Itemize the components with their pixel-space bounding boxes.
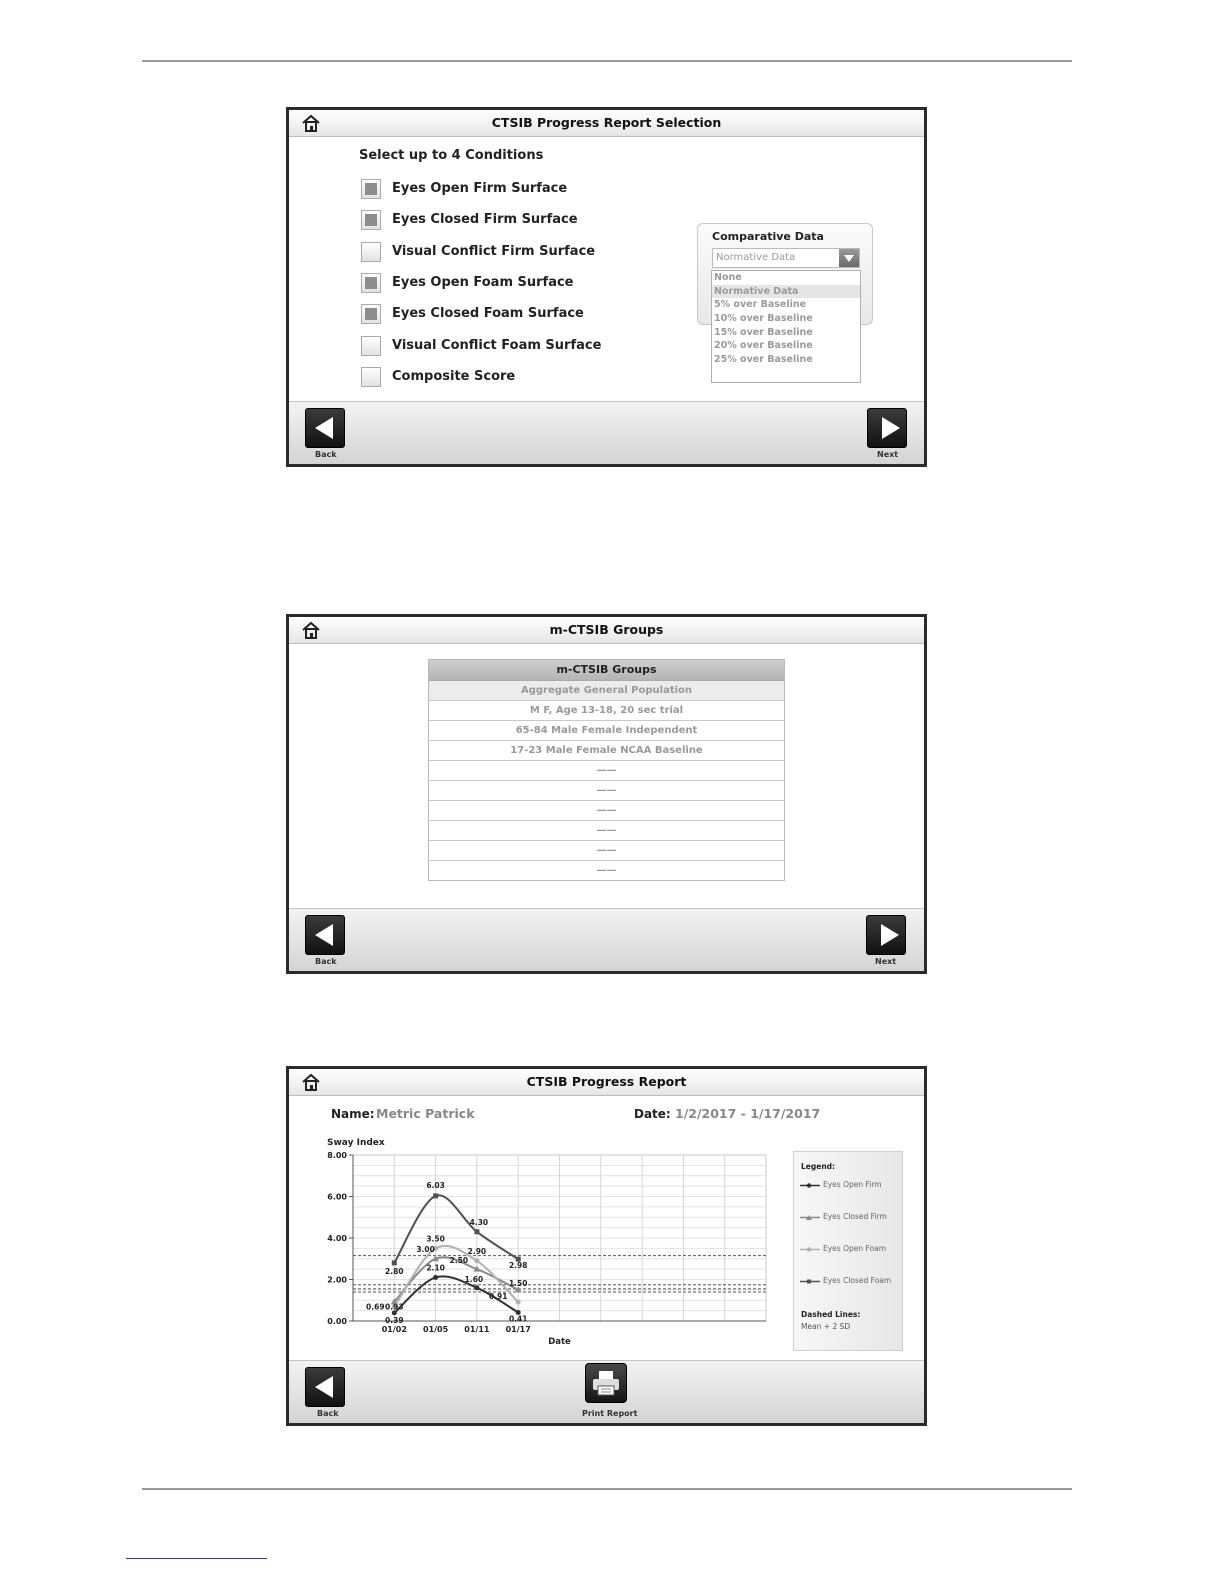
bottom-nav-bar [289,908,924,971]
x-tick-label: 01/05 [423,1325,449,1334]
dropdown-arrow-icon[interactable] [839,249,859,267]
home-icon[interactable] [301,1073,321,1091]
data-point [474,1285,479,1290]
legend-item [800,1276,891,1285]
dropdown-option[interactable]: Normative Data [712,285,860,299]
legend-item [800,1180,882,1189]
dropdown-option[interactable]: 15% over Baseline [714,326,813,338]
name-label: Name: [331,1107,375,1121]
footer-link-underline [126,1558,267,1559]
dropdown-option[interactable]: None [714,272,742,283]
data-label: 2.98 [508,1261,528,1271]
data-label: 2.90 [467,1246,487,1256]
group-row[interactable]: —— [429,841,784,861]
data-label: 3.00 [416,1244,435,1254]
y-tick-label: 8.00 [327,1151,347,1160]
condition-label: Composite Score [392,368,516,384]
screen-title-text: m-CTSIB Groups [549,622,664,637]
next-label: Next [875,957,897,966]
back-button[interactable] [305,1367,345,1407]
y-tick-label: 2.00 [327,1275,347,1285]
sway-index-chart [289,1129,789,1349]
y-tick-label: 6.00 [327,1192,347,1202]
legend-item [800,1212,887,1221]
legend-marker-icon [800,1278,820,1285]
back-label: Back [315,957,337,966]
dropdown-option[interactable]: 25% over Baseline [714,354,813,366]
legend-label: Eyes Open Firm [823,1180,882,1189]
dropdown-option[interactable]: 5% over Baseline [714,299,807,311]
back-button[interactable] [305,915,345,955]
back-label: Back [315,450,337,459]
condition-checkbox[interactable] [361,179,381,199]
data-point [516,1300,521,1305]
data-label: 0.41 [508,1314,528,1324]
condition-label: Visual Conflict Firm Surface [392,243,596,259]
date-value: 1/2/2017 - 1/17/2017 [675,1106,821,1121]
progress-report-screen [286,1066,927,1426]
groups-screen [286,614,927,974]
data-label: 3.50 [426,1234,445,1244]
data-label: 0.39 [385,1315,404,1325]
printer-icon [592,1370,620,1396]
x-tick-label: 01/11 [464,1325,490,1334]
back-label: Back [317,1409,339,1418]
group-row[interactable]: M F, Age 13-18, 20 sec trial [429,701,784,721]
group-row[interactable]: 17-23 Male Female NCAA Baseline [429,741,784,761]
header-rule [142,60,1072,62]
chart-legend [793,1151,903,1351]
data-label: 1.50 [508,1278,528,1288]
legend-label: Eyes Closed Firm [823,1212,887,1221]
screen-title [289,1069,924,1096]
x-tick-label: 01/17 [505,1325,531,1334]
data-point [433,1193,438,1198]
group-row[interactable]: Aggregate General Population [429,681,784,701]
back-button[interactable] [305,408,345,448]
data-label: 4.30 [469,1217,489,1227]
data-label: 1.60 [464,1274,484,1284]
group-row[interactable]: 65-84 Male Female Independent [429,721,784,741]
next-label: Next [877,450,899,459]
condition-label: Eyes Open Firm Surface [392,181,568,196]
screen-title [289,617,924,644]
screen-title-text: CTSIB Progress Report [526,1074,687,1089]
comparative-data-value: Normative Data [716,252,796,263]
print-report-button[interactable] [585,1363,627,1403]
home-icon[interactable] [301,114,321,132]
condition-label: Eyes Closed Firm Surface [392,212,578,228]
legend-marker-icon [800,1246,820,1253]
group-row[interactable]: —— [429,801,784,821]
data-point [474,1229,479,1234]
group-row[interactable]: —— [429,761,784,781]
footer-rule [142,1488,1072,1490]
condition-checkbox[interactable] [361,336,381,356]
print-report-label: Print Report [582,1409,638,1418]
conditions-heading: Select up to 4 Conditions [359,148,544,163]
bottom-nav-bar [289,1360,924,1423]
data-label: 2.50 [449,1256,469,1266]
legend-title: Legend: [801,1162,836,1171]
data-label: 0.93 [385,1302,404,1312]
progress-report-selection-screen [286,107,927,467]
data-label: 0.69 [366,1302,385,1312]
comparative-data-options [711,270,861,383]
condition-checkbox[interactable] [361,210,381,230]
data-point [433,1275,438,1280]
condition-checkbox[interactable] [361,242,381,262]
x-tick-label: 01/02 [381,1325,407,1334]
groups-table-header: m-CTSIB Groups [429,660,784,681]
screen-title-text: CTSIB Progress Report Selection [491,115,722,130]
legend-dashed-title: Dashed Lines: [801,1310,861,1319]
legend-label: Eyes Closed Foam [823,1276,892,1285]
y-tick-label: 0.00 [327,1317,347,1326]
next-button[interactable] [867,408,907,448]
legend-marker-icon [800,1182,820,1189]
data-point [474,1258,479,1263]
condition-label: Visual Conflict Foam Surface [392,337,602,353]
dropdown-option[interactable]: 20% over Baseline [714,340,813,352]
data-label: 2.80 [385,1266,404,1276]
condition-label: Eyes Open Foam Surface [392,274,574,290]
y-tick-label: 4.00 [327,1234,347,1243]
date-label: Date: [634,1107,671,1121]
next-button[interactable] [866,915,906,955]
name-value: Metric Patrick [376,1106,475,1121]
data-label: 2.10 [426,1263,445,1273]
legend-item [800,1244,886,1253]
x-axis-label: Date [548,1337,571,1347]
data-label: 0.91 [488,1292,508,1302]
condition-checkbox[interactable] [361,367,381,387]
legend-marker-icon [800,1214,820,1221]
groups-table [428,659,785,881]
legend-dashed-value: Mean + 2 SD [801,1322,851,1331]
data-label: 6.03 [426,1180,445,1190]
screen-title [289,110,924,137]
dropdown-option[interactable]: 10% over Baseline [714,313,813,325]
comparative-data-title: Comparative Data [712,230,824,243]
condition-label: Eyes Closed Foam Surface [392,306,584,322]
comparative-data-select[interactable] [712,248,860,268]
legend-label: Eyes Open Foam [823,1244,887,1253]
bottom-nav-bar [289,401,924,464]
condition-checkbox[interactable] [361,304,381,324]
home-icon[interactable] [301,621,321,639]
group-row[interactable]: —— [429,821,784,841]
y-axis-label: Sway Index [327,1138,385,1148]
condition-checkbox[interactable] [361,273,381,293]
data-point [392,1260,397,1265]
group-row[interactable]: —— [429,781,784,801]
group-row[interactable]: —— [596,865,617,876]
